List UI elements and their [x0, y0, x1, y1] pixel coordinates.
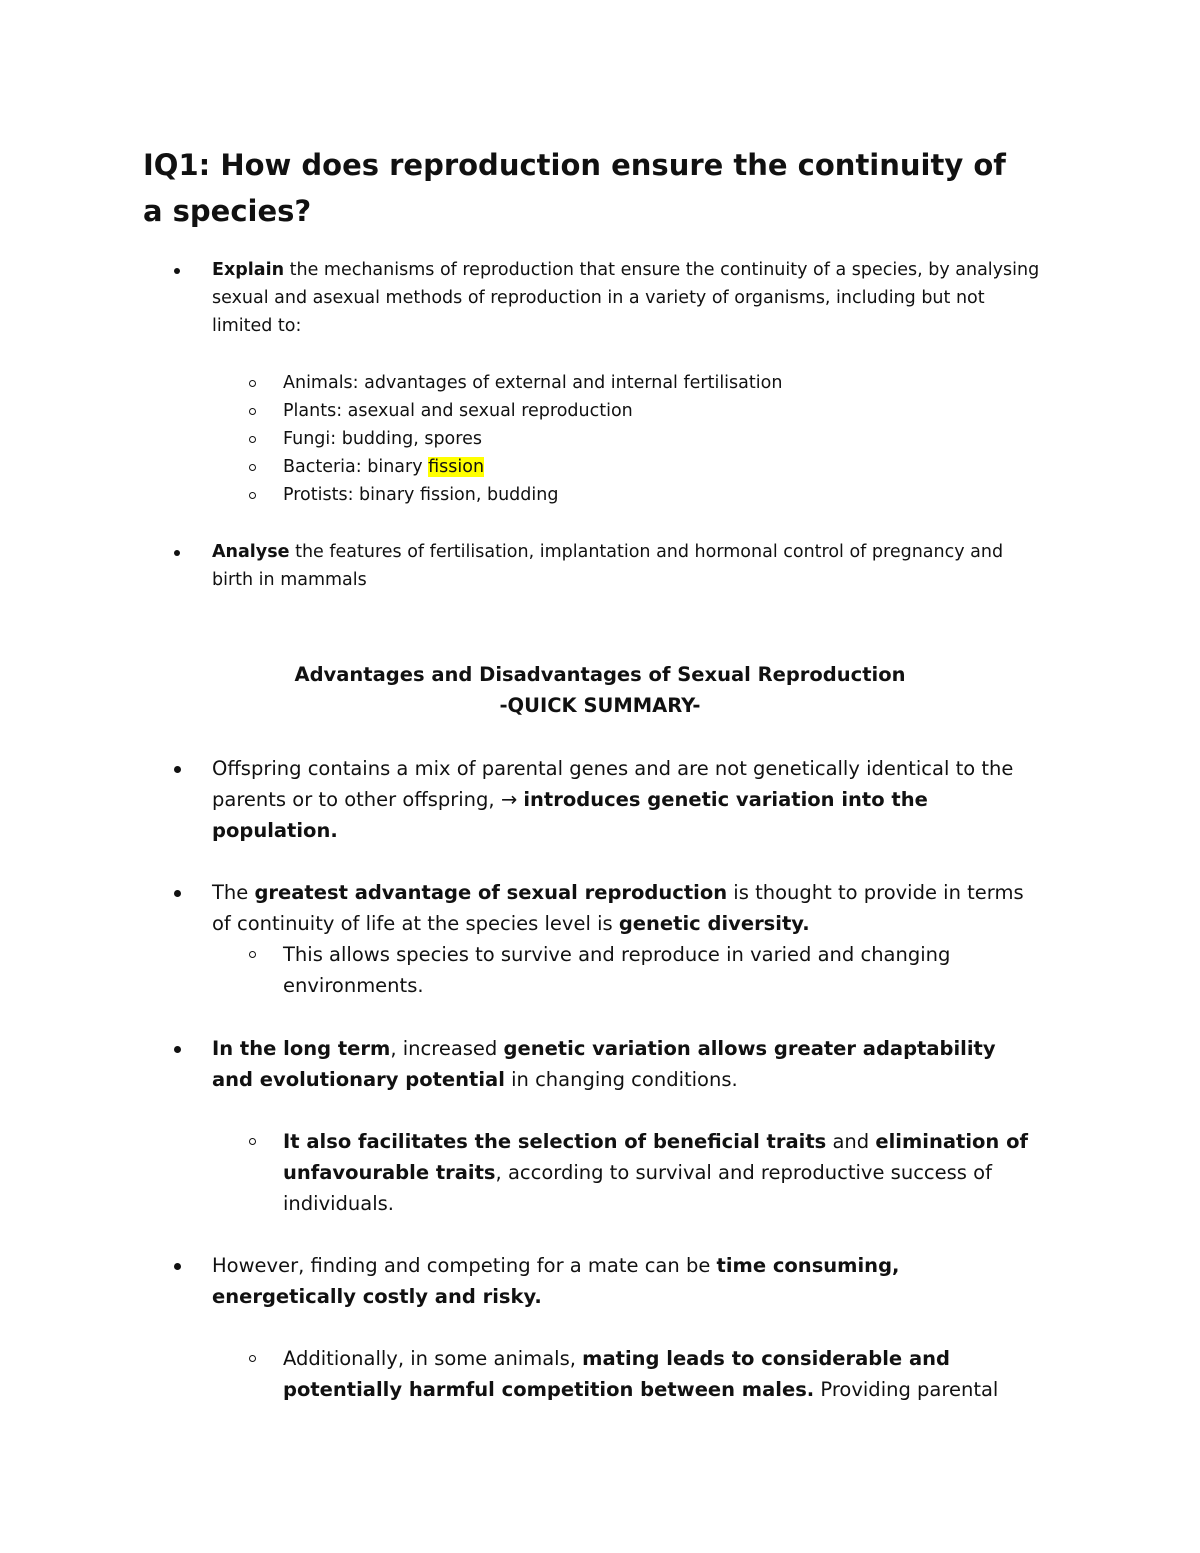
summary-subpoint-competition [283, 1343, 1053, 1405]
summary-emphasis: introduces genetic variation into the population. [212, 788, 928, 842]
summary-emphasis: genetic variation allows greater adaptability and evolutionary potential [212, 1037, 996, 1091]
organism-item-protists: Protists: binary fission, budding [283, 481, 1053, 509]
summary-text: Additionally, in some animals, [283, 1347, 583, 1370]
summary-text: is thought to provide in terms of continuity of life at the species level is [212, 881, 1024, 935]
bacteria-prefix: Bacteria: binary [283, 457, 429, 477]
analyse-verb: Analyse [212, 542, 290, 562]
page-title: IQ1: How does reproduction ensure the continuity of a species? [143, 148, 1006, 228]
summary-emphasis: It also facilitates the selection of beneficial traits [283, 1130, 827, 1153]
analyse-text: the features of fertilisation, implantation and hormonal control of pregnancy and birth in mammals [212, 542, 1004, 590]
organism-item-fungi: Fungi: budding, spores [283, 425, 1053, 453]
explain-text: the mechanisms of reproduction that ensure the continuity of a species, by analysing sexual and asexual methods of reproduction in a variety of organisms, including but not limited to: [212, 260, 1040, 336]
summary-text: However, finding and competing for a mate can be [212, 1254, 717, 1277]
summary-emphasis: mating leads to considerable and potentially harmful competition between males. [283, 1347, 950, 1401]
summary-emphasis: greatest advantage of sexual reproduction [254, 881, 728, 904]
summary-emphasis: time consuming, energetically costly and risky. [212, 1254, 900, 1308]
summary-text: The [212, 881, 255, 904]
explain-verb: Explain [212, 260, 285, 280]
summary-text: in changing conditions. [504, 1068, 738, 1091]
syllabus-point-explain [212, 256, 1042, 340]
summary-subpoint-survive: This allows species to survive and reproduce in varied and changing environments. [283, 939, 1053, 1001]
summary-text: Providing parental [814, 1378, 999, 1401]
summary-emphasis: elimination of unfavourable traits [283, 1130, 1028, 1184]
section-subheading: -QUICK SUMMARY- [499, 694, 701, 717]
organism-item-animals: Animals: advantages of external and internal fertilisation [283, 369, 1053, 397]
summary-subpoint-selection [283, 1126, 1053, 1219]
summary-point-mate-cost [212, 1250, 1042, 1312]
organism-item-plants: Plants: asexual and sexual reproduction [283, 397, 1053, 425]
summary-point-long-term [212, 1033, 1042, 1095]
summary-text: , according to survival and reproductive success of individuals. [283, 1161, 992, 1215]
summary-text: and [826, 1130, 876, 1153]
highlighted-word: fission [428, 457, 485, 477]
syllabus-point-analyse [212, 538, 1042, 594]
section-heading: Advantages and Disadvantages of Sexual Reproduction [294, 663, 906, 686]
summary-text: Offspring contains a mix of parental genes and are not genetically identical to the parents or to other offspring, → [212, 757, 1014, 811]
summary-point-greatest-advantage [212, 877, 1042, 939]
summary-emphasis: In the long term [212, 1037, 391, 1060]
organism-item-bacteria [283, 453, 1053, 481]
summary-text: , increased [390, 1037, 504, 1060]
summary-point-genetic-mix [212, 753, 1042, 846]
summary-emphasis: genetic diversity. [618, 912, 810, 935]
